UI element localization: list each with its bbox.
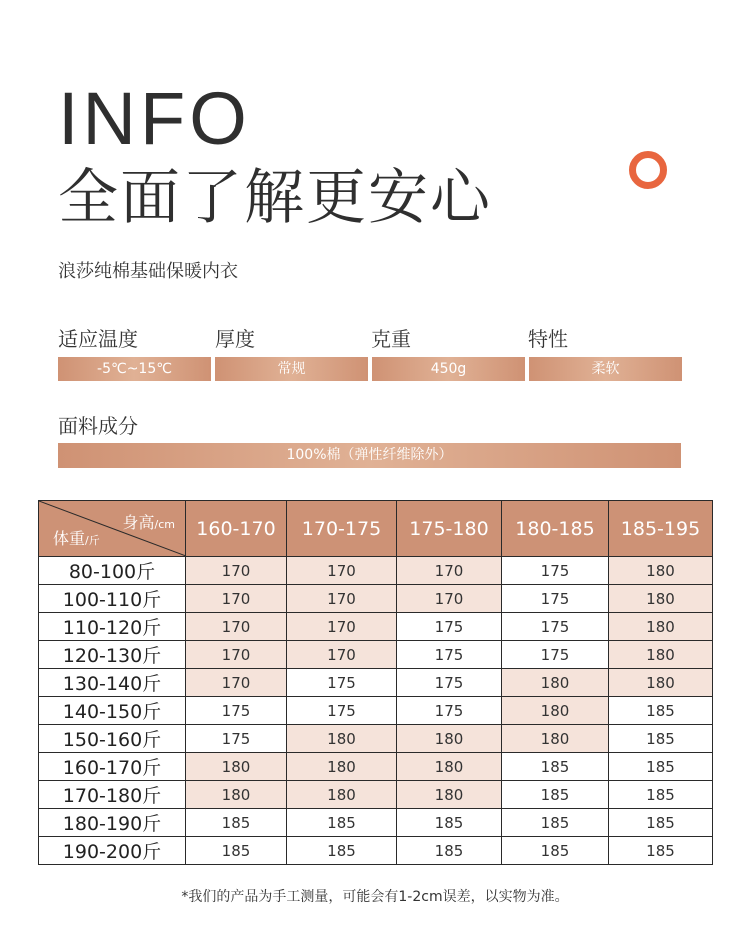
table-row — [39, 697, 713, 725]
table-cell: 180 — [287, 725, 397, 753]
spec-value-thickness: 常规 — [215, 357, 368, 381]
table-cell: 180 — [287, 781, 397, 809]
table-cell: 180 — [186, 753, 287, 781]
table-cell: 170 — [287, 557, 397, 585]
table-cell: 170 — [186, 669, 287, 697]
table-cell: 180 — [609, 557, 713, 585]
column-header: 185-195 — [609, 501, 713, 557]
table-cell: 185 — [397, 837, 502, 865]
spec-values — [58, 357, 682, 381]
table-cell: 185 — [609, 809, 713, 837]
column-header: 170-175 — [287, 501, 397, 557]
table-row — [39, 613, 713, 641]
spec-label-weight: 克重 — [371, 327, 411, 351]
table-cell: 170 — [287, 585, 397, 613]
circle-ring-icon — [629, 151, 667, 189]
table-cell: 185 — [502, 781, 609, 809]
row-label: 130-140斤 — [39, 669, 186, 697]
page-title-cn: 全面了解更安心 — [58, 163, 492, 233]
table-cell: 185 — [502, 809, 609, 837]
row-label: 100-110斤 — [39, 585, 186, 613]
table-row — [39, 725, 713, 753]
fabric-value: 100%棉（弹性纤维除外） — [58, 443, 681, 468]
table-cell: 175 — [287, 669, 397, 697]
table-cell: 175 — [397, 613, 502, 641]
table-cell: 185 — [502, 753, 609, 781]
table-cell: 180 — [502, 669, 609, 697]
corner-height-label — [123, 510, 176, 533]
table-row — [39, 557, 713, 585]
size-chart-corner-cell — [39, 501, 186, 557]
table-cell: 185 — [609, 753, 713, 781]
table-cell: 185 — [609, 697, 713, 725]
measurement-footnote: *我们的产品为手工测量，可能会有1-2cm误差，以实物为准。 — [181, 889, 569, 905]
table-cell: 170 — [186, 641, 287, 669]
table-cell: 180 — [397, 753, 502, 781]
spec-value-feature: 柔软 — [529, 357, 682, 381]
table-cell: 180 — [502, 697, 609, 725]
table-cell: 175 — [397, 697, 502, 725]
table-cell: 170 — [186, 613, 287, 641]
table-cell: 180 — [609, 669, 713, 697]
spec-label-thickness: 厚度 — [215, 327, 255, 351]
spec-value-weight: 450g — [372, 357, 525, 381]
table-cell: 175 — [502, 557, 609, 585]
table-cell: 175 — [502, 641, 609, 669]
table-cell: 185 — [609, 725, 713, 753]
table-row — [39, 753, 713, 781]
row-label: 180-190斤 — [39, 809, 186, 837]
row-label: 160-170斤 — [39, 753, 186, 781]
corner-weight-text: 体重 — [53, 529, 86, 548]
table-cell: 185 — [287, 809, 397, 837]
row-label: 170-180斤 — [39, 781, 186, 809]
product-subtitle: 浪莎纯棉基础保暖内衣 — [58, 261, 238, 282]
size-chart-header-row — [39, 501, 713, 557]
table-cell: 185 — [397, 809, 502, 837]
corner-height-unit: /cm — [154, 518, 175, 531]
row-label: 190-200斤 — [39, 837, 186, 865]
table-cell: 180 — [609, 613, 713, 641]
column-header: 175-180 — [397, 501, 502, 557]
table-row — [39, 781, 713, 809]
table-cell: 185 — [609, 837, 713, 865]
table-cell: 175 — [502, 613, 609, 641]
column-header: 160-170 — [186, 501, 287, 557]
table-row — [39, 585, 713, 613]
row-label: 110-120斤 — [39, 613, 186, 641]
table-cell: 175 — [186, 697, 287, 725]
table-cell: 180 — [502, 725, 609, 753]
table-cell: 170 — [287, 641, 397, 669]
table-cell: 185 — [502, 837, 609, 865]
table-cell: 170 — [397, 585, 502, 613]
table-cell: 175 — [287, 697, 397, 725]
table-cell: 180 — [397, 725, 502, 753]
table-cell: 180 — [609, 641, 713, 669]
corner-height-text: 身高 — [122, 513, 155, 532]
table-cell: 180 — [287, 753, 397, 781]
corner-weight-label — [53, 526, 100, 549]
page-title-en: INFO — [58, 77, 251, 160]
table-cell: 180 — [609, 585, 713, 613]
table-cell: 185 — [186, 809, 287, 837]
table-row — [39, 837, 713, 865]
table-row — [39, 641, 713, 669]
fabric-label: 面料成分 — [58, 414, 138, 438]
table-cell: 185 — [287, 837, 397, 865]
column-header: 180-185 — [502, 501, 609, 557]
table-cell: 180 — [397, 781, 502, 809]
corner-weight-unit: /斤 — [85, 534, 100, 547]
spec-labels — [0, 323, 750, 351]
table-cell: 185 — [186, 837, 287, 865]
size-chart-table — [38, 500, 713, 865]
row-label: 80-100斤 — [39, 557, 186, 585]
table-cell: 175 — [397, 669, 502, 697]
row-label: 120-130斤 — [39, 641, 186, 669]
row-label: 150-160斤 — [39, 725, 186, 753]
table-cell: 170 — [186, 585, 287, 613]
row-label: 140-150斤 — [39, 697, 186, 725]
table-cell: 185 — [609, 781, 713, 809]
table-row — [39, 669, 713, 697]
table-row — [39, 809, 713, 837]
table-cell: 180 — [186, 781, 287, 809]
table-cell: 175 — [397, 641, 502, 669]
table-cell: 175 — [502, 585, 609, 613]
table-cell: 170 — [397, 557, 502, 585]
table-cell: 175 — [186, 725, 287, 753]
table-cell: 170 — [186, 557, 287, 585]
spec-label-temperature: 适应温度 — [58, 327, 138, 351]
spec-value-temperature: -5℃~15℃ — [58, 357, 211, 381]
table-cell: 170 — [287, 613, 397, 641]
spec-label-feature: 特性 — [528, 327, 568, 351]
